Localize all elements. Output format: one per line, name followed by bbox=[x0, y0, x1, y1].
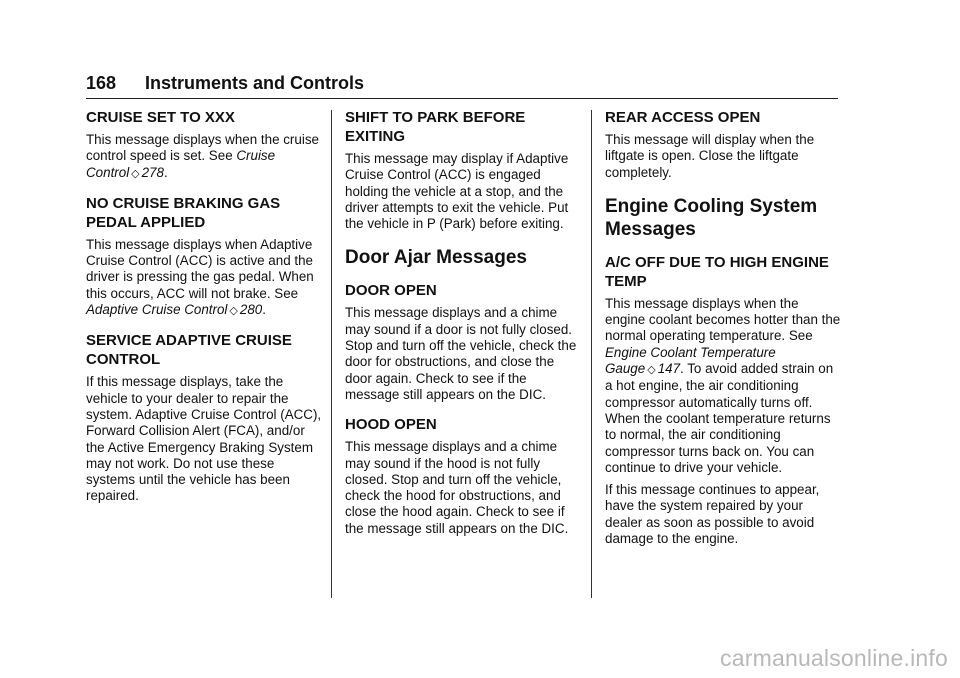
paragraph-door-open: This message displays and a chime may sound if a door is not fully closed. Stop and turn off the vehicle, check the door for obstructions, and close the door again. Check to see if the message still appears on the DIC. bbox=[345, 305, 577, 402]
paragraph-hood-open: This message displays and a chime may sound if the hood is not fully closed. Stop and turn off the vehicle, check the hood for obstructions, and close the hood again. Check to see if the message still appears on the DIC. bbox=[345, 439, 569, 536]
page-ref-icon: ◇ bbox=[647, 364, 656, 377]
page-number: 168 bbox=[86, 73, 117, 93]
column-left bbox=[86, 108, 322, 511]
header-rule bbox=[86, 98, 838, 99]
heading-hood-open: HOOD OPEN bbox=[345, 416, 437, 434]
column-divider bbox=[331, 110, 332, 598]
heading-shift-to-park: SHIFT TO PARK BEFORE EXITING bbox=[345, 109, 526, 145]
heading-cruise-set: CRUISE SET TO XXX bbox=[86, 109, 235, 126]
paragraph-service-acc: If this message displays, take the vehicle to your dealer to repair the system. Adaptive Cruise Control (ACC), Forward Collision Alert (FCA), and/or the Active Emergency Braking System may not work. Do not use these systems until the vehicle has been repaired. bbox=[86, 374, 322, 504]
heading-service-acc: SERVICE ADAPTIVE CRUISE CONTROL bbox=[86, 332, 292, 369]
xref-page: 280 bbox=[239, 302, 263, 318]
watermark: carmanualsonline.info bbox=[720, 645, 948, 671]
xref-page: 278 bbox=[141, 164, 164, 180]
column-divider bbox=[591, 110, 592, 598]
page-header bbox=[86, 70, 838, 102]
xref-label: Engine Coolant Temperature Gauge bbox=[605, 344, 776, 377]
heading-rear-access-open: REAR ACCESS OPEN bbox=[605, 109, 761, 126]
xref-page: 147 bbox=[657, 361, 681, 377]
xref-label: Adaptive Cruise Control bbox=[86, 302, 228, 318]
xref-label: Cruise Control bbox=[86, 148, 276, 180]
paragraph-tail: . bbox=[262, 302, 266, 318]
heading-ac-off-high-temp: A/C OFF DUE TO HIGH ENGINE TEMP bbox=[605, 253, 829, 290]
page-ref-icon: ◇ bbox=[131, 167, 140, 180]
paragraph-text: This message displays when the cruise control speed is set. See bbox=[86, 132, 319, 164]
paragraph-text: This message displays when Adaptive Cruise Control (ACC) is active and the driver is pressing the gas pedal. When this occurs, ACC will not brake. See bbox=[86, 236, 314, 301]
page-ref-icon: ◇ bbox=[229, 305, 238, 318]
paragraph-ac-off-continues: If this message continues to appear, have the system repaired by your dealer as soon as possible to avoid damage to the engine. bbox=[605, 482, 820, 547]
paragraph-text: This message displays when the engine coolant becomes hotter than the normal operating temperature. See bbox=[605, 295, 841, 344]
heading-door-open: DOOR OPEN bbox=[345, 282, 437, 300]
paragraph-ac-off-high-temp bbox=[605, 296, 841, 476]
section-title: Instruments and Controls bbox=[145, 73, 365, 93]
paragraph-rear-access-open: This message will display when the liftgate is open. Close the liftgate completely. bbox=[605, 132, 815, 180]
paragraph-cruise-set bbox=[86, 132, 322, 182]
xref-adaptive-cruise-control[interactable] bbox=[86, 302, 262, 317]
heading-door-ajar-messages: Door Ajar Messages bbox=[345, 247, 527, 269]
paragraph-tail: . bbox=[163, 164, 168, 180]
heading-engine-cooling-messages: Engine Cooling System Messages bbox=[605, 195, 818, 240]
paragraph-no-cruise-braking bbox=[86, 237, 322, 319]
paragraph-shift-to-park: This message may display if Adaptive Cruise Control (ACC) is engaged holding the vehicle at a stop, and the driver attempts to exit the vehicle. Put the vehicle in P (Park) before exiting. bbox=[345, 151, 569, 232]
column-right bbox=[605, 108, 841, 553]
column-middle bbox=[345, 108, 581, 543]
paragraph-tail: . To avoid added strain on a hot engine, the air conditioning compressor automatically turns off. When the coolant temperature returns to normal, the air conditioning compressor turns back on. You can continue to drive your vehicle. bbox=[605, 361, 834, 475]
heading-no-cruise-braking: NO CRUISE BRAKING GAS PEDAL APPLIED bbox=[86, 194, 281, 231]
